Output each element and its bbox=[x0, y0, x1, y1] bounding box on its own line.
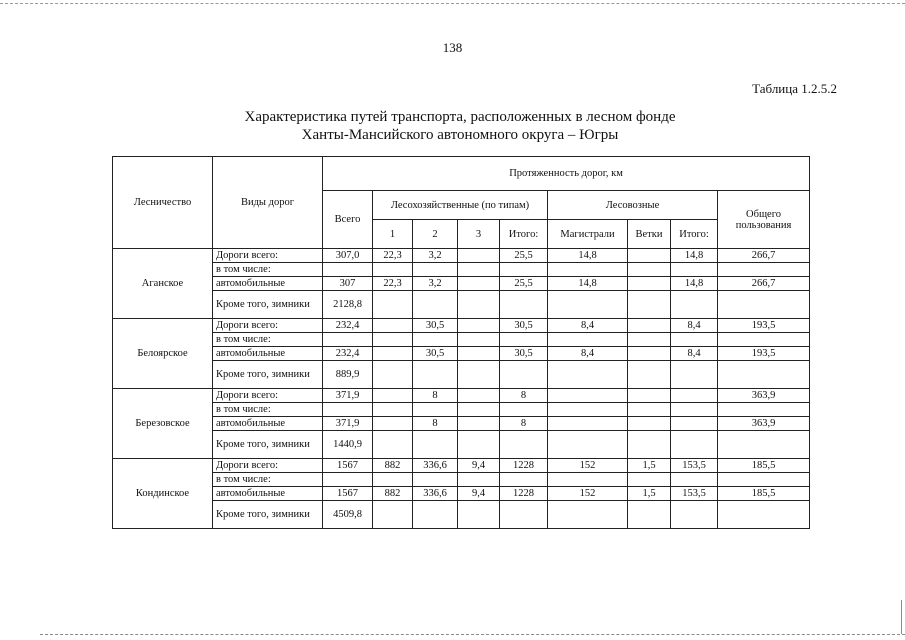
cell-type-2: 336,6 bbox=[413, 459, 458, 473]
cell-logging-subtotal bbox=[671, 417, 718, 431]
header-forestry: Лесничество bbox=[113, 157, 213, 249]
table-header bbox=[113, 157, 810, 249]
scan-edge-top bbox=[0, 3, 905, 4]
row-label-winter: Кроме того, зимники bbox=[213, 361, 323, 389]
header-forestry-subtotal: Итого: bbox=[500, 220, 548, 249]
cell-forestry-subtotal: 8 bbox=[500, 417, 548, 431]
table-row bbox=[113, 347, 810, 361]
table-id: Таблица 1.2.5.2 bbox=[752, 81, 837, 96]
cell-type-3: 9,4 bbox=[458, 487, 500, 501]
cell-branches bbox=[628, 347, 671, 361]
cell-logging-subtotal: 153,5 bbox=[671, 459, 718, 473]
cell-type-1: 22,3 bbox=[373, 249, 413, 263]
cell-type-3 bbox=[458, 249, 500, 263]
row-label-auto: автомобильные bbox=[213, 277, 323, 291]
row-label-winter: Кроме того, зимники bbox=[213, 501, 323, 529]
table-row bbox=[113, 389, 810, 403]
table-row bbox=[113, 403, 810, 417]
cell-type-1: 22,3 bbox=[373, 277, 413, 291]
cell-trunks: 152 bbox=[548, 487, 628, 501]
header-logging-subtotal: Итого: bbox=[671, 220, 718, 249]
cell-type-2: 30,5 bbox=[413, 347, 458, 361]
header-branches: Ветки bbox=[628, 220, 671, 249]
roads-table bbox=[112, 156, 810, 529]
title-line-1: Характеристика путей транспорта, расположенных в лесном фонде bbox=[244, 109, 676, 125]
table-row bbox=[113, 277, 810, 291]
cell-type-1 bbox=[373, 347, 413, 361]
cell-winter-total: 1440,9 bbox=[323, 431, 373, 459]
cell-logging-subtotal: 8,4 bbox=[671, 319, 718, 333]
cell-forestry-subtotal: 25,5 bbox=[500, 249, 548, 263]
cell-total: 1567 bbox=[323, 459, 373, 473]
cell-trunks: 8,4 bbox=[548, 347, 628, 361]
cell-type-2: 3,2 bbox=[413, 277, 458, 291]
header-type-1: 1 bbox=[373, 220, 413, 249]
table-row bbox=[113, 361, 810, 389]
cell-logging-subtotal: 153,5 bbox=[671, 487, 718, 501]
forestry-name: Березовское bbox=[113, 389, 213, 459]
scan-edge-right bbox=[901, 600, 902, 634]
cell-winter-total: 2128,8 bbox=[323, 291, 373, 319]
cell-type-2: 8 bbox=[413, 417, 458, 431]
cell-type-2: 8 bbox=[413, 389, 458, 403]
forestry-name: Белоярское bbox=[113, 319, 213, 389]
cell-winter-total: 4509,8 bbox=[323, 501, 373, 529]
cell-type-3 bbox=[458, 277, 500, 291]
cell-type-3 bbox=[458, 417, 500, 431]
cell-trunks: 14,8 bbox=[548, 249, 628, 263]
cell-type-1: 882 bbox=[373, 459, 413, 473]
table-row bbox=[113, 431, 810, 459]
cell-branches: 1,5 bbox=[628, 459, 671, 473]
forestry-group bbox=[113, 459, 810, 529]
row-label-winter: Кроме того, зимники bbox=[213, 291, 323, 319]
cell-public: 185,5 bbox=[718, 459, 810, 473]
cell-total: 232,4 bbox=[323, 347, 373, 361]
row-label-auto: автомобильные bbox=[213, 417, 323, 431]
cell-branches bbox=[628, 249, 671, 263]
table-row bbox=[113, 417, 810, 431]
row-label-incl: в том числе: bbox=[213, 473, 323, 487]
cell-type-2: 3,2 bbox=[413, 249, 458, 263]
row-label-all: Дороги всего: bbox=[213, 319, 323, 333]
cell-type-3 bbox=[458, 389, 500, 403]
table-row bbox=[113, 501, 810, 529]
cell-logging-subtotal: 8,4 bbox=[671, 347, 718, 361]
scan-edge-bottom bbox=[40, 634, 905, 635]
row-label-incl: в том числе: bbox=[213, 403, 323, 417]
cell-forestry-subtotal: 1228 bbox=[500, 459, 548, 473]
cell-type-3: 9,4 bbox=[458, 459, 500, 473]
cell-trunks: 8,4 bbox=[548, 319, 628, 333]
forestry-name: Аганское bbox=[113, 249, 213, 319]
table-row bbox=[113, 319, 810, 333]
header-forestry-roads: Лесохозяйственные (по типам) bbox=[373, 191, 548, 220]
cell-trunks: 14,8 bbox=[548, 277, 628, 291]
cell-public: 193,5 bbox=[718, 347, 810, 361]
cell-type-1: 882 bbox=[373, 487, 413, 501]
cell-public: 193,5 bbox=[718, 319, 810, 333]
header-trunks: Магистрали bbox=[548, 220, 628, 249]
cell-type-3 bbox=[458, 319, 500, 333]
table-row bbox=[113, 487, 810, 501]
row-label-all: Дороги всего: bbox=[213, 459, 323, 473]
cell-branches bbox=[628, 319, 671, 333]
table-row bbox=[113, 263, 810, 277]
row-label-auto: автомобильные bbox=[213, 347, 323, 361]
cell-total: 232,4 bbox=[323, 319, 373, 333]
forestry-group bbox=[113, 249, 810, 319]
cell-branches bbox=[628, 277, 671, 291]
row-label-incl: в том числе: bbox=[213, 333, 323, 347]
document-title bbox=[180, 108, 740, 144]
cell-logging-subtotal: 14,8 bbox=[671, 277, 718, 291]
cell-total: 307 bbox=[323, 277, 373, 291]
cell-type-1 bbox=[373, 417, 413, 431]
cell-trunks: 152 bbox=[548, 459, 628, 473]
cell-logging-subtotal bbox=[671, 389, 718, 403]
cell-type-3 bbox=[458, 347, 500, 361]
header-road-types: Виды дорог bbox=[213, 157, 323, 249]
table-row bbox=[113, 459, 810, 473]
forestry-group bbox=[113, 389, 810, 459]
header-total: Всего bbox=[323, 191, 373, 249]
cell-public: 266,7 bbox=[718, 277, 810, 291]
header-public: Общего пользования bbox=[718, 191, 810, 249]
cell-public: 266,7 bbox=[718, 249, 810, 263]
table-row bbox=[113, 291, 810, 319]
cell-branches bbox=[628, 389, 671, 403]
cell-winter-total: 889,9 bbox=[323, 361, 373, 389]
header-length: Протяженность дорог, км bbox=[323, 157, 810, 191]
header-type-2: 2 bbox=[413, 220, 458, 249]
title-line-2: Ханты-Мансийского автономного округа – Югры bbox=[301, 127, 619, 143]
header-logging-roads: Лесовозные bbox=[548, 191, 718, 220]
cell-trunks bbox=[548, 389, 628, 403]
row-label-auto: автомобильные bbox=[213, 487, 323, 501]
row-label-all: Дороги всего: bbox=[213, 249, 323, 263]
page-number: 138 bbox=[442, 40, 463, 55]
cell-type-1 bbox=[373, 389, 413, 403]
cell-trunks bbox=[548, 417, 628, 431]
cell-total: 371,9 bbox=[323, 417, 373, 431]
cell-public: 185,5 bbox=[718, 487, 810, 501]
table-row bbox=[113, 333, 810, 347]
cell-branches: 1,5 bbox=[628, 487, 671, 501]
cell-forestry-subtotal: 30,5 bbox=[500, 347, 548, 361]
cell-type-1 bbox=[373, 319, 413, 333]
cell-total: 307,0 bbox=[323, 249, 373, 263]
row-label-all: Дороги всего: bbox=[213, 389, 323, 403]
cell-forestry-subtotal: 25,5 bbox=[500, 277, 548, 291]
cell-forestry-subtotal: 30,5 bbox=[500, 319, 548, 333]
cell-total: 1567 bbox=[323, 487, 373, 501]
cell-type-2: 336,6 bbox=[413, 487, 458, 501]
cell-logging-subtotal: 14,8 bbox=[671, 249, 718, 263]
forestry-group bbox=[113, 319, 810, 389]
forestry-name: Кондинское bbox=[113, 459, 213, 529]
cell-public: 363,9 bbox=[718, 417, 810, 431]
cell-forestry-subtotal: 1228 bbox=[500, 487, 548, 501]
row-label-incl: в том числе: bbox=[213, 263, 323, 277]
cell-public: 363,9 bbox=[718, 389, 810, 403]
row-label-winter: Кроме того, зимники bbox=[213, 431, 323, 459]
table-row bbox=[113, 249, 810, 263]
header-type-3: 3 bbox=[458, 220, 500, 249]
cell-type-2: 30,5 bbox=[413, 319, 458, 333]
cell-total: 371,9 bbox=[323, 389, 373, 403]
cell-forestry-subtotal: 8 bbox=[500, 389, 548, 403]
cell-branches bbox=[628, 417, 671, 431]
table-row bbox=[113, 473, 810, 487]
